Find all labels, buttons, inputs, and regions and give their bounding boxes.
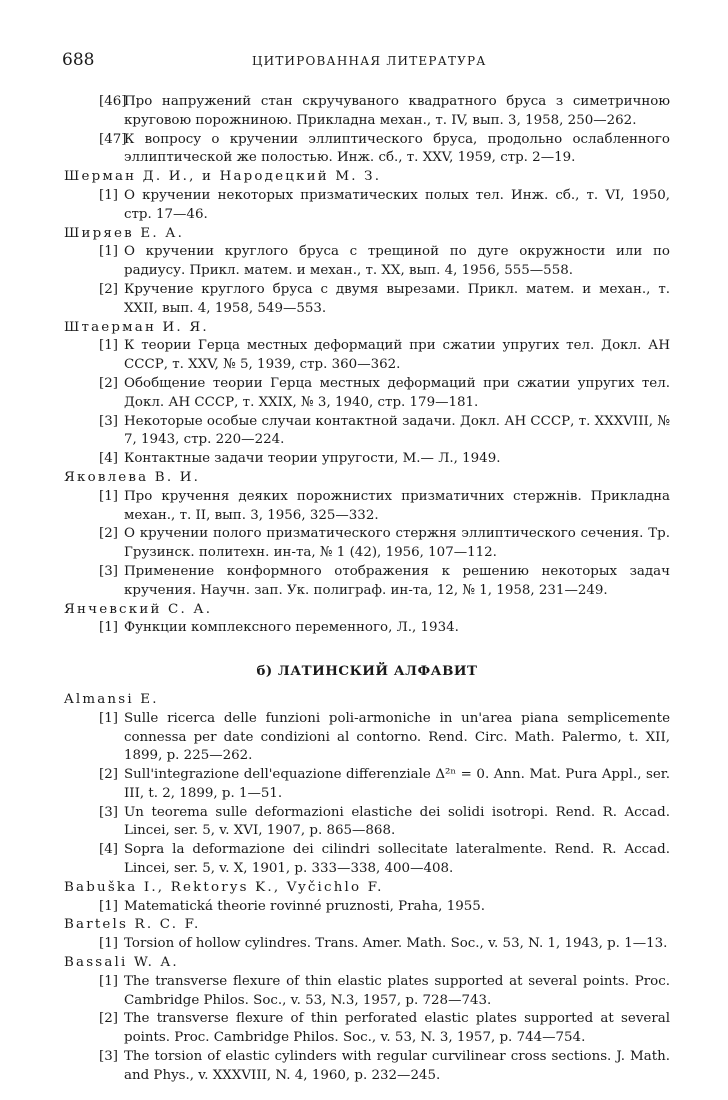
reference-entry bbox=[64, 1010, 670, 1048]
reference-text: Sopra la deformazione dei cilindri sollecitate lateralmente. Rend. R. Accad. Lincei, ser. 5, v. X, 1901, p. 333—338, 400—408. bbox=[124, 842, 670, 877]
reference-entry bbox=[64, 243, 670, 281]
reference-number: [3] bbox=[99, 1049, 118, 1065]
reference-entry bbox=[64, 450, 670, 469]
latin-entries bbox=[64, 691, 670, 1086]
reference-entry bbox=[64, 1048, 670, 1086]
reference-entry bbox=[64, 973, 670, 1011]
reference-number: [2] bbox=[99, 375, 118, 391]
reference-text: The transverse flexure of thin elastic plates supported at several points. Proc. Cambridge Philos. Soc., v. 53, N.3, 1957, p. 728—743. bbox=[124, 973, 670, 1008]
author-group bbox=[64, 225, 670, 319]
reference-text: К теории Герца местных деформаций при сжатии упругих тел. Докл. АН СССР, т. XXV, № 5, 1939, стр. 360—362. bbox=[124, 338, 670, 373]
reference-number: [2] bbox=[99, 1011, 118, 1027]
author-group bbox=[64, 916, 670, 954]
bibliography bbox=[64, 93, 670, 1086]
reference-entry bbox=[64, 898, 670, 917]
reference-entry bbox=[64, 337, 670, 375]
reference-text: Некоторые особые случаи контактной задачи. Докл. АН СССР, т. XXXVIII, № 7, 1943, стр. 220—224. bbox=[124, 413, 670, 448]
reference-number: [1] bbox=[99, 338, 118, 354]
reference-text: Sull'integrazione dell'equazione differenziale Δ²ⁿ = 0. Ann. Mat. Pura Appl., ser. III, t. 2, 1899, p. 1—51. bbox=[124, 767, 670, 801]
reference-entry bbox=[64, 766, 670, 804]
reference-entry bbox=[64, 841, 670, 879]
reference-text: Применение конформного отображения к решению некоторых задач кручения. Научн. зап. Ук. полиграф. ин-та, 12, № 1, 1958, 231—249. bbox=[124, 563, 670, 598]
author-name: Шерман Д. И., и Народецкий М. З. bbox=[64, 169, 382, 185]
author-name: Babuška I., Rektorys K., Vyčichlo F. bbox=[64, 879, 384, 895]
reference-number: [1] bbox=[99, 898, 118, 914]
author-group bbox=[64, 168, 670, 224]
reference-text: О кручении круглого бруса с трещиной по дуге окружности или по радиусу. Прикл. матем. и механ., т. XX, вып. 4, 1956, 555—558. bbox=[124, 244, 670, 279]
reference-number: [3] bbox=[99, 563, 118, 579]
reference-text: Обобщение теории Герца местных деформаций при сжатии упругих тел. Докл. АН СССР, т. XXIX, № 3, 1940, стр. 179—181. bbox=[124, 375, 670, 410]
author-name: Яковлева В. И. bbox=[64, 469, 201, 485]
running-title: ЦИТИРОВАННАЯ ЛИТЕРАТУРА bbox=[252, 54, 487, 68]
reference-entry bbox=[64, 804, 670, 842]
page-number: 688 bbox=[62, 50, 95, 70]
reference-text: Функции комплексного переменного, Л., 1934. bbox=[124, 620, 459, 636]
reference-entry bbox=[64, 488, 670, 526]
reference-text: The torsion of elastic cylinders with regular curvilinear cross sections. J. Math. and Phys., v. XXXVIII, N. 4, 1960, p. 232—245. bbox=[124, 1049, 670, 1083]
reference-number: [1] bbox=[99, 187, 118, 203]
author-name: Bassali W. A. bbox=[64, 955, 179, 971]
reference-text: Sulle ricerca delle funzioni poli-armoniche in un'area piana semplicemente connessa per date condizioni al contorno. Rend. Circ. Math. Palermo, t. XII, 1899, p. 225—262. bbox=[124, 710, 670, 764]
reference-text: К вопросу о кручении эллиптического бруса, продольно ослабленного эллиптической же полостью. Инж. сб., т. XXV, 1959, стр. 2—19. bbox=[124, 131, 670, 166]
reference-number: [47] bbox=[99, 131, 127, 147]
reference-text: Torsion of hollow cylindres. Trans. Amer. Math. Soc., v. 53, N. 1, 1943, p. 1—13. bbox=[124, 936, 668, 952]
reference-text: Matematická theorie rovinné pruznosti, Praha, 1955. bbox=[124, 898, 486, 914]
reference-number: [1] bbox=[99, 710, 118, 726]
reference-entry bbox=[64, 935, 670, 954]
reference-number: [1] bbox=[99, 244, 118, 260]
reference-number: [1] bbox=[99, 973, 118, 989]
reference-entry bbox=[64, 187, 670, 225]
author-group bbox=[64, 469, 670, 601]
reference-number: [46] bbox=[99, 94, 127, 109]
reference-text: Кручение круглого бруса с двумя вырезами. Прикл. матем. и механ., т. XXII, вып. 4, 1958, 549—553. bbox=[124, 281, 670, 316]
author-group bbox=[64, 879, 670, 917]
reference-number: [2] bbox=[99, 767, 118, 783]
section-title: б) ЛАТИНСКИЙ АЛФАВИТ bbox=[256, 663, 478, 680]
reference-entry bbox=[64, 710, 670, 766]
reference-text: О кручении некоторых призматических полых тел. Инж. сб., т. VI, 1950, стр. 17—46. bbox=[124, 187, 670, 222]
reference-number: [2] bbox=[99, 526, 118, 542]
author-name: Almansi E. bbox=[64, 691, 159, 707]
reference-entry bbox=[64, 563, 670, 601]
reference-entry bbox=[64, 525, 670, 563]
reference-number: [1] bbox=[99, 620, 118, 636]
reference-entry bbox=[64, 375, 670, 413]
author-group bbox=[64, 691, 670, 879]
author-name: Ширяев Е. А. bbox=[64, 225, 185, 241]
reference-entry bbox=[64, 131, 670, 169]
author-name: Штаерман И. Я. bbox=[64, 319, 209, 335]
reference-number: [1] bbox=[99, 936, 118, 952]
reference-text: Un teorema sulle deformazioni elastiche dei solidi isotropi. Rend. R. Accad. Lincei, ser. 5, v. XVI, 1907, p. 865—868. bbox=[124, 804, 670, 839]
reference-entry bbox=[64, 93, 670, 131]
reference-text: Про кручення деяких порожнистих призматичних стержнів. Прикладна механ., т. II, вып. 3, 1956, 325—332. bbox=[124, 488, 670, 523]
reference-entry bbox=[64, 619, 670, 638]
reference-entry bbox=[64, 413, 670, 451]
reference-number: [2] bbox=[99, 281, 118, 297]
author-name: Bartels R. C. F. bbox=[64, 917, 201, 933]
reference-text: Контактные задачи теории упругости, М.— Л., 1949. bbox=[124, 451, 501, 467]
reference-entry bbox=[64, 281, 670, 319]
reference-number: [4] bbox=[99, 451, 118, 467]
page-header bbox=[62, 50, 672, 72]
author-name: Янчевский С. А. bbox=[64, 601, 213, 617]
reference-number: [3] bbox=[99, 804, 118, 820]
reference-text: О кручении полого призматического стержня эллиптического сечения. Тр. Грузинск. политехн. ин-та, № 1 (42), 1956, 107—112. bbox=[124, 526, 670, 561]
continued-references bbox=[64, 93, 670, 168]
reference-number: [3] bbox=[99, 413, 118, 429]
reference-number: [1] bbox=[99, 488, 118, 504]
author-group bbox=[64, 954, 670, 1086]
reference-number: [4] bbox=[99, 842, 118, 858]
reference-text: The transverse flexure of thin perforated elastic plates supported at several points. Proc. Cambridge Philos. Soc., v. 53, N. 3, 1957, p. 744—754. bbox=[124, 1011, 670, 1046]
author-group bbox=[64, 601, 670, 639]
cyrillic-entries bbox=[64, 168, 670, 638]
reference-text: Про напружений стан скручуваного квадратного бруса з симетричною круговою порожниною. Прикладна механ., т. IV, вып. 3, 1958, 250—262. bbox=[124, 94, 670, 128]
author-group bbox=[64, 319, 670, 469]
